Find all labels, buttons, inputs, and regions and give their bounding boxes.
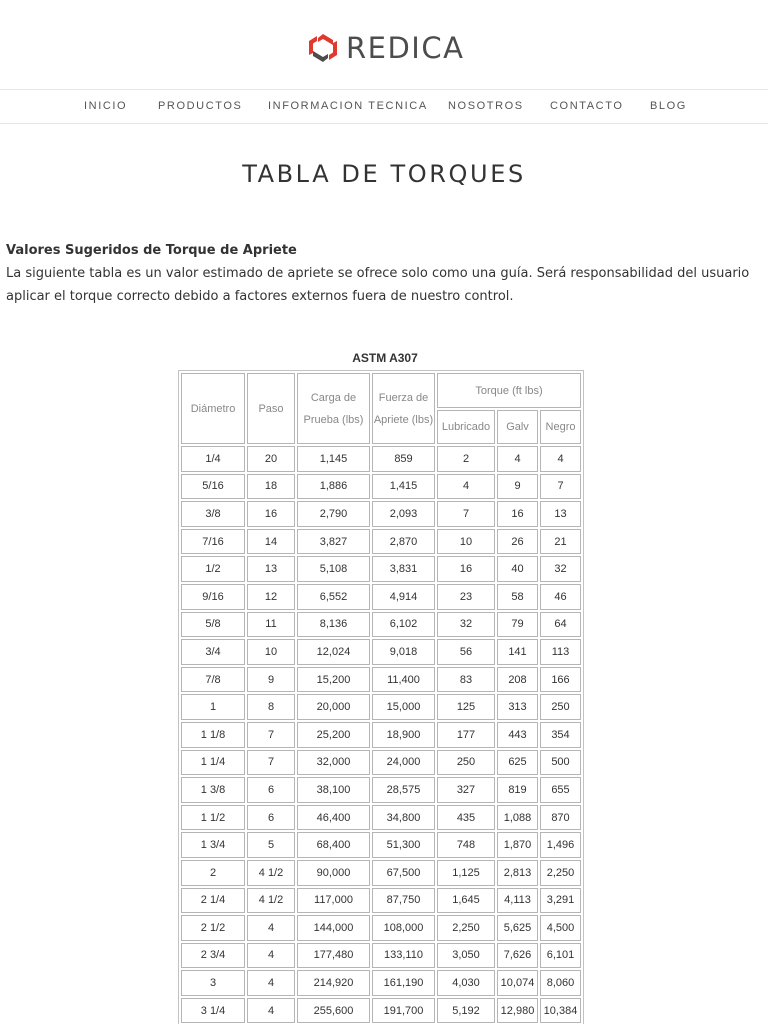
header-lubricado: Lubricado [437, 410, 495, 444]
cell-fuerza: 51,300 [372, 832, 435, 858]
cell-paso: 4 1/2 [247, 888, 295, 914]
cell-galv: 2,813 [497, 860, 538, 886]
cell-diametro: 3 1/4 [181, 998, 245, 1024]
cell-diametro: 2 1/2 [181, 915, 245, 941]
table-row [181, 888, 581, 914]
cell-lubricado: 1,125 [437, 860, 495, 886]
cell-diametro: 1/2 [181, 556, 245, 582]
cell-diametro: 7/8 [181, 667, 245, 693]
nav-item-informacion-tecnica[interactable]: INFORMACION TECNICA [268, 100, 428, 112]
cell-negro: 354 [540, 722, 581, 748]
cell-galv: 58 [497, 584, 538, 610]
cell-diametro: 1 1/8 [181, 722, 245, 748]
cell-galv: 141 [497, 639, 538, 665]
table-row [181, 639, 581, 665]
cell-carga: 15,200 [297, 667, 370, 693]
cell-negro: 32 [540, 556, 581, 582]
cell-lubricado: 1,645 [437, 888, 495, 914]
cell-lubricado: 32 [437, 612, 495, 638]
cell-fuerza: 4,914 [372, 584, 435, 610]
cell-fuerza: 2,093 [372, 501, 435, 527]
table-row [181, 750, 581, 776]
intro-section [6, 239, 762, 308]
cell-galv: 9 [497, 474, 538, 500]
cell-fuerza: 859 [372, 446, 435, 472]
cell-fuerza: 3,831 [372, 556, 435, 582]
cell-negro: 166 [540, 667, 581, 693]
cell-negro: 870 [540, 805, 581, 831]
cell-galv: 313 [497, 694, 538, 720]
table-row [181, 446, 581, 472]
cell-negro: 8,060 [540, 970, 581, 996]
cell-paso: 14 [247, 529, 295, 555]
cell-fuerza: 15,000 [372, 694, 435, 720]
cell-fuerza: 1,415 [372, 474, 435, 500]
cell-diametro: 2 [181, 860, 245, 886]
cell-fuerza: 28,575 [372, 777, 435, 803]
cell-lubricado: 4,030 [437, 970, 495, 996]
cell-diametro: 7/16 [181, 529, 245, 555]
cell-lubricado: 7 [437, 501, 495, 527]
cell-diametro: 3/4 [181, 639, 245, 665]
cell-negro: 10,384 [540, 998, 581, 1024]
table-row [181, 667, 581, 693]
table-row [181, 722, 581, 748]
cell-carga: 90,000 [297, 860, 370, 886]
cell-galv: 10,074 [497, 970, 538, 996]
cell-fuerza: 67,500 [372, 860, 435, 886]
cell-negro: 64 [540, 612, 581, 638]
cell-paso: 4 [247, 970, 295, 996]
torque-table [178, 370, 584, 1024]
main-nav [0, 89, 768, 124]
cell-galv: 819 [497, 777, 538, 803]
cell-galv: 12,980 [497, 998, 538, 1024]
cell-paso: 4 [247, 943, 295, 969]
header-negro: Negro [540, 410, 581, 444]
cell-paso: 9 [247, 667, 295, 693]
cell-paso: 8 [247, 694, 295, 720]
cell-galv: 4 [497, 446, 538, 472]
cell-paso: 7 [247, 750, 295, 776]
cell-negro: 3,291 [540, 888, 581, 914]
cell-galv: 625 [497, 750, 538, 776]
table-row [181, 970, 581, 996]
cell-paso: 18 [247, 474, 295, 500]
cell-fuerza: 24,000 [372, 750, 435, 776]
cell-lubricado: 177 [437, 722, 495, 748]
cell-lubricado: 4 [437, 474, 495, 500]
table-row [181, 943, 581, 969]
cell-diametro: 1/4 [181, 446, 245, 472]
cell-carga: 255,600 [297, 998, 370, 1024]
header-paso: Paso [247, 373, 295, 444]
cell-galv: 7,626 [497, 943, 538, 969]
cell-diametro: 1 3/8 [181, 777, 245, 803]
cell-paso: 4 [247, 915, 295, 941]
cell-carga: 117,000 [297, 888, 370, 914]
cell-paso: 20 [247, 446, 295, 472]
cell-paso: 7 [247, 722, 295, 748]
cell-negro: 7 [540, 474, 581, 500]
cell-negro: 46 [540, 584, 581, 610]
cell-lubricado: 5,192 [437, 998, 495, 1024]
cell-paso: 16 [247, 501, 295, 527]
cell-negro: 250 [540, 694, 581, 720]
cell-carga: 3,827 [297, 529, 370, 555]
nav-item-blog[interactable]: BLOG [650, 100, 687, 112]
cell-carga: 5,108 [297, 556, 370, 582]
nav-item-nosotros[interactable]: NOSOTROS [448, 100, 524, 112]
cell-galv: 79 [497, 612, 538, 638]
cell-diametro: 5/8 [181, 612, 245, 638]
cell-carga: 177,480 [297, 943, 370, 969]
nav-item-contacto[interactable]: CONTACTO [550, 100, 624, 112]
header-fuerza: Fuerza de Apriete (lbs) [372, 373, 435, 444]
cell-paso: 6 [247, 805, 295, 831]
cell-galv: 443 [497, 722, 538, 748]
cell-lubricado: 250 [437, 750, 495, 776]
cell-carga: 12,024 [297, 639, 370, 665]
cell-lubricado: 435 [437, 805, 495, 831]
cell-fuerza: 133,110 [372, 943, 435, 969]
cell-carga: 8,136 [297, 612, 370, 638]
site-header [0, 0, 768, 90]
table-row [181, 529, 581, 555]
cell-fuerza: 11,400 [372, 667, 435, 693]
cell-negro: 500 [540, 750, 581, 776]
cell-carga: 46,400 [297, 805, 370, 831]
table-row [181, 474, 581, 500]
cell-diametro: 9/16 [181, 584, 245, 610]
cell-diametro: 1 1/2 [181, 805, 245, 831]
table-caption: ASTM A307 [352, 351, 418, 365]
cell-diametro: 1 3/4 [181, 832, 245, 858]
cell-diametro: 5/16 [181, 474, 245, 500]
cell-lubricado: 16 [437, 556, 495, 582]
header-diametro: Diámetro [181, 373, 245, 444]
cell-galv: 40 [497, 556, 538, 582]
cell-carga: 38,100 [297, 777, 370, 803]
cell-lubricado: 748 [437, 832, 495, 858]
torque-table-body [181, 446, 581, 1023]
cell-fuerza: 191,700 [372, 998, 435, 1024]
cell-carga: 214,920 [297, 970, 370, 996]
nav-item-productos[interactable]: PRODUCTOS [158, 100, 243, 112]
cell-paso: 4 [247, 998, 295, 1024]
cell-negro: 1,496 [540, 832, 581, 858]
cell-fuerza: 108,000 [372, 915, 435, 941]
table-row [181, 694, 581, 720]
cell-lubricado: 10 [437, 529, 495, 555]
page-title: TABLA DE TORQUES [242, 160, 526, 188]
table-row [181, 501, 581, 527]
header-galv: Galv [497, 410, 538, 444]
table-row [181, 777, 581, 803]
brand-name: REDICA [346, 31, 465, 65]
cell-fuerza: 87,750 [372, 888, 435, 914]
cell-carga: 25,200 [297, 722, 370, 748]
cell-lubricado: 83 [437, 667, 495, 693]
cell-galv: 4,113 [497, 888, 538, 914]
table-row [181, 584, 581, 610]
cell-paso: 6 [247, 777, 295, 803]
cell-galv: 1,088 [497, 805, 538, 831]
nav-item-inicio[interactable]: INICIO [84, 100, 128, 112]
cell-fuerza: 6,102 [372, 612, 435, 638]
cell-lubricado: 327 [437, 777, 495, 803]
cell-negro: 655 [540, 777, 581, 803]
table-row [181, 612, 581, 638]
cell-lubricado: 2 [437, 446, 495, 472]
cell-lubricado: 56 [437, 639, 495, 665]
cell-fuerza: 161,190 [372, 970, 435, 996]
cell-lubricado: 23 [437, 584, 495, 610]
cell-lubricado: 125 [437, 694, 495, 720]
cell-negro: 6,101 [540, 943, 581, 969]
table-row [181, 860, 581, 886]
cell-fuerza: 18,900 [372, 722, 435, 748]
cell-carga: 32,000 [297, 750, 370, 776]
cell-fuerza: 2,870 [372, 529, 435, 555]
cell-carga: 6,552 [297, 584, 370, 610]
cell-carga: 1,886 [297, 474, 370, 500]
cell-lubricado: 2,250 [437, 915, 495, 941]
table-row [181, 998, 581, 1024]
cell-negro: 113 [540, 639, 581, 665]
redica-arrows-icon [306, 31, 340, 65]
intro-text: La siguiente tabla es un valor estimado de apriete se ofrece solo como una guía. Será responsabilidad del usuario aplicar el torque correcto debido a factores externos fuera de nuestro control. [6, 266, 750, 304]
cell-diametro: 3/8 [181, 501, 245, 527]
cell-negro: 21 [540, 529, 581, 555]
cell-diametro: 1 [181, 694, 245, 720]
cell-carga: 144,000 [297, 915, 370, 941]
cell-negro: 4,500 [540, 915, 581, 941]
cell-paso: 10 [247, 639, 295, 665]
cell-lubricado: 3,050 [437, 943, 495, 969]
cell-negro: 2,250 [540, 860, 581, 886]
cell-galv: 16 [497, 501, 538, 527]
cell-fuerza: 34,800 [372, 805, 435, 831]
cell-paso: 12 [247, 584, 295, 610]
site-logo[interactable] [306, 30, 464, 66]
cell-diametro: 3 [181, 970, 245, 996]
cell-diametro: 1 1/4 [181, 750, 245, 776]
cell-paso: 5 [247, 832, 295, 858]
header-torque-group: Torque (ft lbs) [437, 373, 581, 408]
table-row [181, 832, 581, 858]
header-carga: Carga de Prueba (lbs) [297, 373, 370, 444]
cell-carga: 2,790 [297, 501, 370, 527]
cell-carga: 68,400 [297, 832, 370, 858]
table-row [181, 805, 581, 831]
table-row [181, 556, 581, 582]
cell-carga: 1,145 [297, 446, 370, 472]
cell-galv: 26 [497, 529, 538, 555]
cell-galv: 208 [497, 667, 538, 693]
cell-paso: 13 [247, 556, 295, 582]
cell-diametro: 2 3/4 [181, 943, 245, 969]
cell-fuerza: 9,018 [372, 639, 435, 665]
cell-galv: 1,870 [497, 832, 538, 858]
intro-heading: Valores Sugeridos de Torque de Apriete [6, 243, 297, 258]
cell-galv: 5,625 [497, 915, 538, 941]
cell-paso: 11 [247, 612, 295, 638]
cell-paso: 4 1/2 [247, 860, 295, 886]
cell-diametro: 2 1/4 [181, 888, 245, 914]
table-row [181, 915, 581, 941]
cell-negro: 13 [540, 501, 581, 527]
cell-negro: 4 [540, 446, 581, 472]
cell-carga: 20,000 [297, 694, 370, 720]
